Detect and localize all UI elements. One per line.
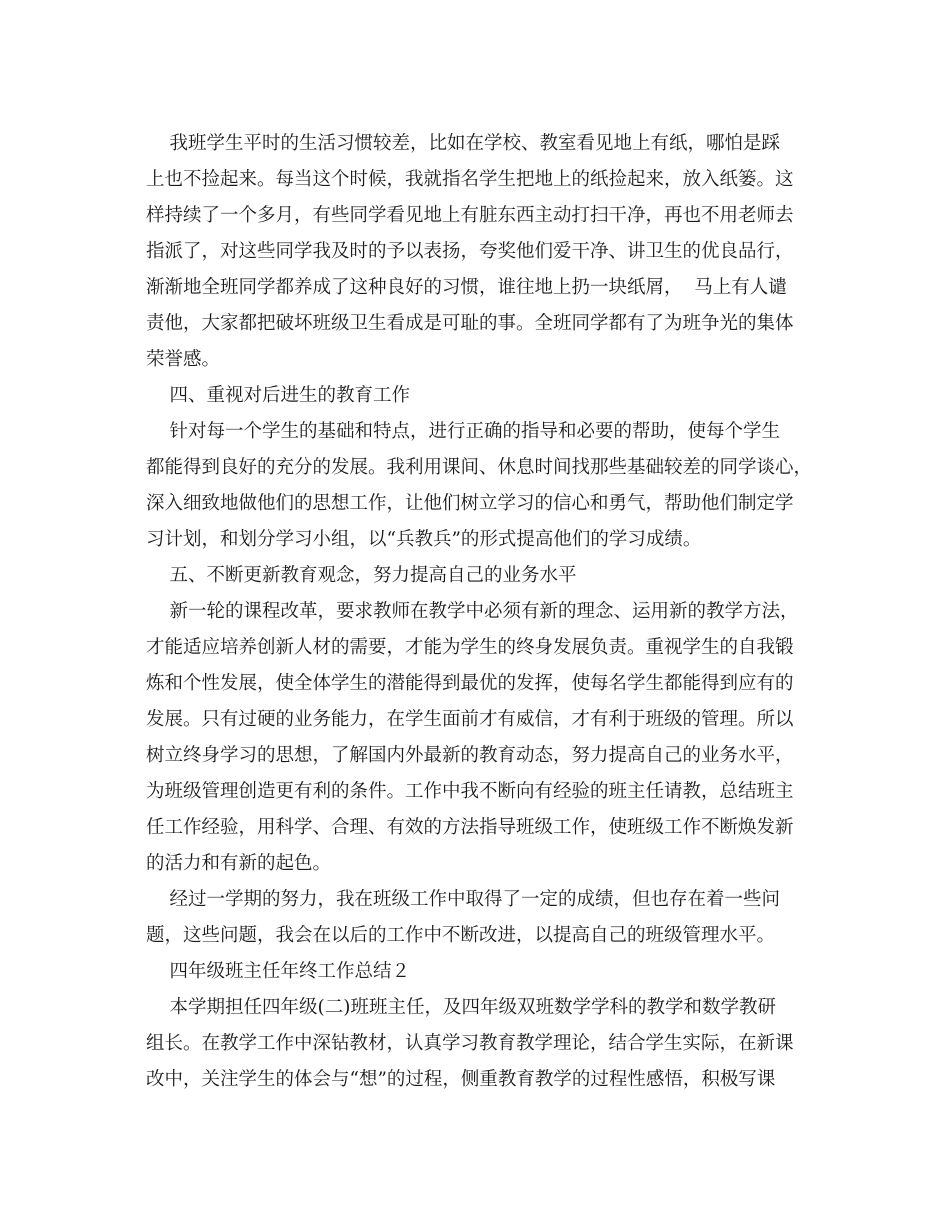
text-line: 发展。只有过硬的业务能力，在学生面前才有威信，才有利于班级的管理。所以: [146, 709, 794, 730]
text-line: 我班学生平时的生活习惯较差，比如在学校、教室看见地上有纸，哪怕是踩: [146, 133, 781, 154]
text-line: 为班级管理创造更有利的条件。工作中我不断向有经验的班主任请教，总结班主: [146, 781, 794, 802]
text-line: 题，这些问题，我会在以后的工作中不断改进，以提高自己的班级管理水平。: [146, 925, 776, 946]
text-line: 改中，关注学生的体会与“想”的过程，侧重教育教学的过程性感悟，积极写课: [146, 1069, 776, 1090]
text-line: 的活力和有新的起色。: [146, 853, 332, 874]
text-line: 责他，大家都把破坏班级卫生看成是可耻的事。全班同学都有了为班争光的集体: [146, 313, 794, 334]
text-line: 经过一学期的努力，我在班级工作中取得了一定的成绩，但也存在着一些问: [146, 889, 781, 910]
text-line: 树立终身学习的思想，了解国内外最新的教育动态，努力提高自己的业务水平，: [146, 745, 794, 766]
text-line: 渐渐地全班同学都养成了这种良好的习惯，谁往地上扔一块纸屑， 马上有人谴: [146, 277, 787, 298]
text-line: 荣誉感。: [146, 349, 221, 370]
section-heading: 五、不断更新教育观念，努力提高自己的业务水平: [146, 565, 577, 586]
text-line: 习计划，和划分学习小组，以“兵教兵”的形式提高他们的学习成绩。: [146, 529, 702, 550]
text-line: 任工作经验，用科学、合理、有效的方法指导班级工作，使班级工作不断焕发新: [146, 817, 794, 838]
text-line: 深入细致地做他们的思想工作，让他们树立学习的信心和勇气，帮助他们制定学: [146, 493, 794, 514]
text-line: 新一轮的课程改革，要求教师在教学中必须有新的理念、运用新的教学方法，: [146, 601, 799, 622]
text-line: 炼和个性发展，使全体学生的潜能得到最优的发挥，使每名学生都能得到应有的: [146, 673, 794, 694]
text-line: 指派了，对这些同学我及时的予以表扬，夸奖他们爱干净、讲卫生的优良品行，: [146, 241, 794, 262]
text-line: 才能适应培养创新人材的需要，才能为学生的终身发展负责。重视学生的自我锻: [146, 637, 794, 658]
document-body: [146, 126, 813, 1098]
text-line: 针对每一个学生的基础和特点，进行正确的指导和必要的帮助，使每个学生: [146, 421, 781, 442]
text-line: 都能得到良好的充分的发展。我利用课间、休息时间找那些基础较差的同学谈心，: [146, 457, 813, 478]
section-heading: 四、重视对后进生的教育工作: [146, 385, 411, 406]
document-subtitle: 四年级班主任年终工作总结２: [146, 961, 411, 982]
text-line: 组长。在教学工作中深钻教材，认真学习教育教学理论，结合学生实际，在新课: [146, 1033, 794, 1054]
text-line: 上也不捡起来。每当这个时候，我就指名学生把地上的纸捡起来，放入纸篓。这: [146, 169, 794, 190]
text-line: 样持续了一个多月，有些同学看见地上有脏东西主动打扫干净，再也不用老师去: [146, 205, 794, 226]
text-line: 本学期担任四年级(二)班班主任，及四年级双班数学学科的教学和数学教研: [146, 997, 776, 1018]
